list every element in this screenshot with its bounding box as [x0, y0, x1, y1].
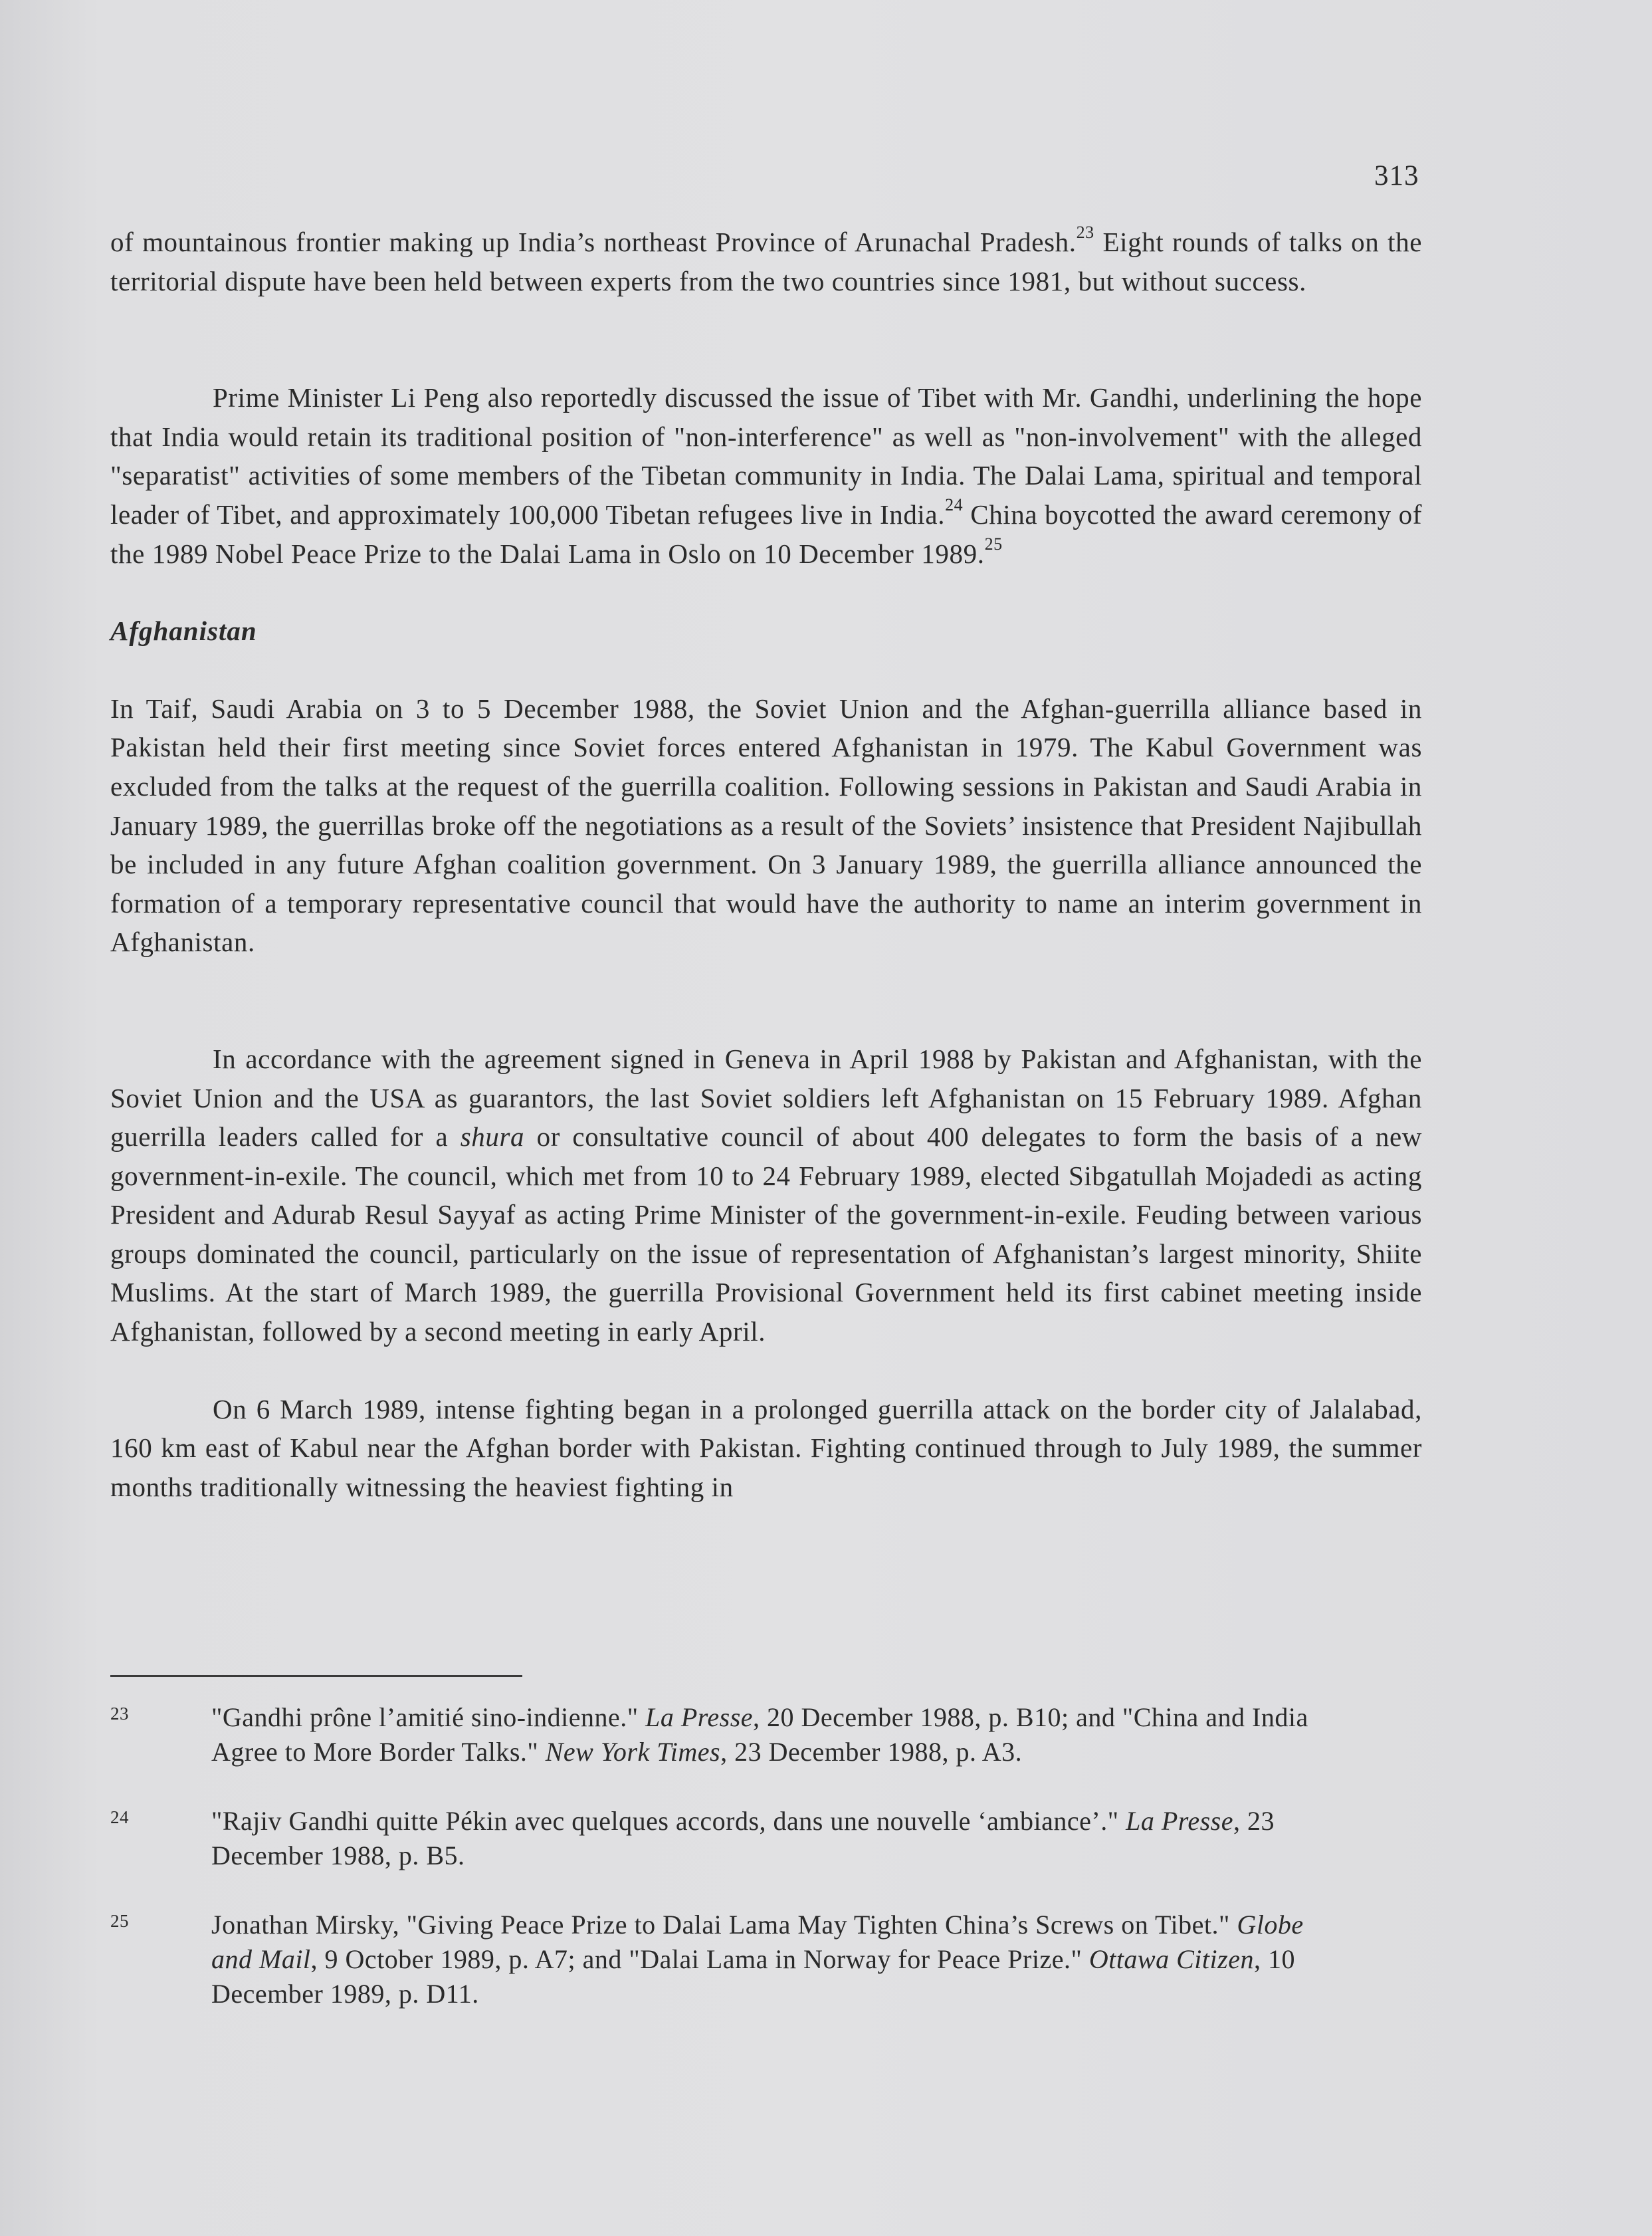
- footnote-text: , 23 December 1988, p. B5.: [211, 1806, 1275, 1870]
- paragraph-2: [110, 378, 1422, 573]
- publication-title: La Presse: [645, 1702, 754, 1732]
- publication-title: New York Times: [545, 1737, 721, 1767]
- italic-term: shura: [460, 1121, 525, 1153]
- paragraph-5: On 6 March 1989, intense fighting began in a prolonged guerrilla attack on the border city of Jalalabad, 160 km east of Kabul near the Afghan border with Pakistan. Fighting continued through to July 1989, the summer months traditionally witnessing the heaviest fighting in: [110, 1393, 1422, 1502]
- publication-title: Globe and Mail: [211, 1910, 1304, 1974]
- paragraph-text: Eight rounds of talks on the territorial dispute have been held between experts from the two countries since 1981, but without success.: [110, 227, 1422, 296]
- paragraph-1: [110, 223, 1422, 300]
- body-text: [110, 223, 1422, 1506]
- footnote-text: , 9 October 1989, p. A7; and "Dalai Lama in Norway for Peace Prize.": [310, 1944, 1089, 1974]
- footnote-text: , 23 December 1988, p. A3.: [720, 1737, 1023, 1767]
- footnote-number: 25: [110, 1911, 129, 1931]
- footnote-text: "Gandhi prône l’amitié sino-indienne.": [211, 1702, 646, 1732]
- publication-title: La Presse: [1126, 1806, 1233, 1836]
- footnote-25: [110, 1908, 1320, 2011]
- paragraph-text: of mountainous frontier making up India’s northeast Province of Arunachal Pradesh.: [110, 227, 1077, 257]
- section-heading: Afghanistan: [110, 615, 257, 647]
- paragraph-3: In Taif, Saudi Arabia on 3 to 5 December 1988, the Soviet Union and the Afghan-guerrilla alliance based in Pakistan held their first meeting since Soviet forces entered Afghanistan in 1979. The Kabul Government was excluded from the talks at the request of the guerrilla coalition. Following sessions in Pakistan and Saudi Arabia in January 1989, the guerrillas broke off the negotiations as a result of the Soviets’ insistence that President Najibullah be included in any future Afghan coalition government. On 3 January 1989, the guerrilla alliance announced the formation of a temporary representative council that would have the authority to name an interim government in Afghanistan.: [110, 693, 1422, 958]
- page-number: 313: [1374, 160, 1419, 191]
- footnote-text: "Rajiv Gandhi quitte Pékin avec quelques accords, dans une nouvelle ‘ambiance’.": [211, 1806, 1126, 1836]
- paragraph-text: Prime Minister Li Peng also reportedly discussed the issue of Tibet with Mr. Gandhi, underlining the hope that India would retain its traditional position of "non-interference" as well as "non-involvement" with the alleged "separatist" activities of some members of the Tibetan community in India. The Dalai Lama, spiritual and temporal leader of Tibet, and approximately 100,000 Tibetan refugees live in India.: [110, 382, 1422, 530]
- footnote-ref-23[interactable]: 23: [1076, 223, 1094, 242]
- footnote-24: [110, 1804, 1320, 1873]
- footnote-number: 24: [110, 1807, 129, 1827]
- footnote-number: 23: [110, 1704, 129, 1724]
- footnotes: [110, 1700, 1320, 2046]
- footnote-text: , 10 December 1989, p. D11.: [211, 1944, 1295, 2009]
- footnote-text: Jonathan Mirsky, "Giving Peace Prize to Dalai Lama May Tighten China’s Screws on Tibet.": [211, 1910, 1237, 1940]
- footnote-text: , 20 December 1988, p. B10; and "China and India Agree to More Border Talks.": [211, 1702, 1308, 1767]
- footnote-divider: [110, 1675, 522, 1677]
- paragraph-4: [110, 1040, 1422, 1351]
- publication-title: Ottawa Citizen: [1088, 1944, 1254, 1974]
- paragraph-text: In accordance with the agreement signed in Geneva in April 1988 by Pakistan and Afghanistan, with the Soviet Union and the USA as guarantors, the last Soviet soldiers left Afghanistan on 15 February 1989. Afghan guerrilla leaders called for a: [110, 1043, 1422, 1153]
- paragraph-text: China boycotted the award ceremony of the 1989 Nobel Peace Prize to the Dalai Lama in Oslo on 10 December 1989.: [110, 499, 1422, 569]
- footnote-ref-24[interactable]: 24: [945, 495, 964, 514]
- footnote-23: [110, 1700, 1320, 1769]
- footnote-ref-25[interactable]: 25: [984, 534, 1003, 554]
- paragraph-text: or consultative council of about 400 delegates to form the basis of a new government-in-exile. The council, which met from 10 to 24 February 1989, elected Sibgatullah Mojadedi as acting President and Adurab Resul Sayyaf as acting Prime Minister of the government-in-exile. Feuding between various groups dominated the council, particularly on the issue of representation of Afghanistan’s largest minority, Shiite Muslims. At the start of March 1989, the guerrilla Provisional Government held its first cabinet meeting inside Afghanistan, followed by a second meeting in early April.: [110, 1121, 1423, 1347]
